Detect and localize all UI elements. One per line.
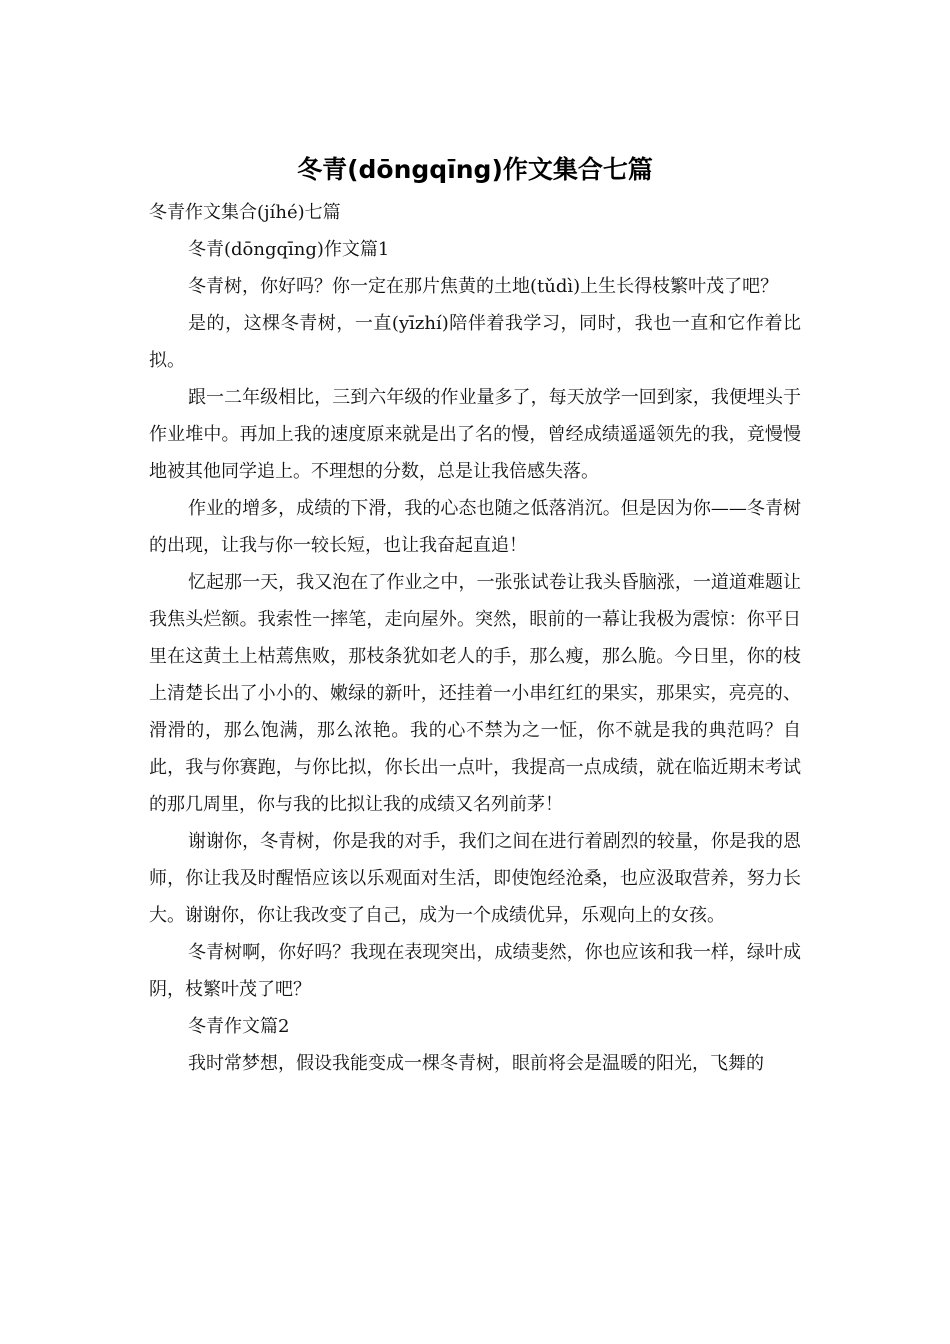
section-heading-1: 冬青(dōngqīng)作文篇1 [188, 239, 390, 260]
paragraph: 是的，这棵冬青树，一直(yīzhí)陪伴着我学习，同时，我也一直和它作着比拟。 [149, 313, 801, 371]
paragraph: 跟一二年级相比，三到六年级的作业量多了，每天放学一回到家，我便埋头于作业堆中。再加上我的速度原来就是出了名的慢，曾经成绩遥遥领先的我，竟慢慢地被其他同学追上。不理想的分数，总是让我倍感失落。 [149, 387, 801, 482]
document-body [149, 194, 801, 1082]
paragraph: 我时常梦想，假设我能变成一棵冬青树，眼前将会是温暖的阳光，飞舞的 [188, 1053, 764, 1074]
subtitle-line: 冬青作文集合(jíhé)七篇 [149, 202, 341, 223]
paragraph: 作业的增多，成绩的下滑，我的心态也随之低落消沉。但是因为你——冬青树的出现，让我与你一较长短，也让我奋起直追！ [149, 498, 801, 556]
document-title: 冬青(dōngqīng)作文集合七篇 [297, 155, 653, 184]
paragraph: 冬青树，你好吗？你一定在那片焦黄的土地(tǔdì)上生长得枝繁叶茂了吧？ [188, 276, 779, 297]
paragraph: 冬青树啊，你好吗？我现在表现突出，成绩斐然，你也应该和我一样，绿叶成阴，枝繁叶茂了吧？ [149, 942, 801, 1000]
paragraph: 忆起那一天，我又泡在了作业之中，一张张试卷让我头昏脑涨，一道道难题让我焦头烂额。我索性一摔笔，走向屋外。突然，眼前的一幕让我极为震惊：你平日里在这黄土上枯蔫焦败，那枝条犹如老人的手，那么瘦，那么脆。今日里，你的枝上清楚长出了小小的、嫩绿的新叶，还挂着一小串红红的果实，那果实，亮亮的、滑滑的，那么饱满，那么浓艳。我的心不禁为之一怔，你不就是我的典范吗？自此，我与你赛跑，与你比拟，你长出一点叶，我提高一点成绩，就在临近期末考试的那几周里，你与我的比拟让我的成绩又名列前茅！ [149, 572, 801, 815]
section-heading-2: 冬青作文篇2 [188, 1016, 290, 1037]
paragraph: 谢谢你，冬青树，你是我的对手，我们之间在进行着剧烈的较量，你是我的恩师，你让我及时醒悟应该以乐观面对生活，即使饱经沧桑，也应汲取营养，努力长大。谢谢你，你让我改变了自己，成为一个成绩优异，乐观向上的女孩。 [149, 831, 801, 926]
